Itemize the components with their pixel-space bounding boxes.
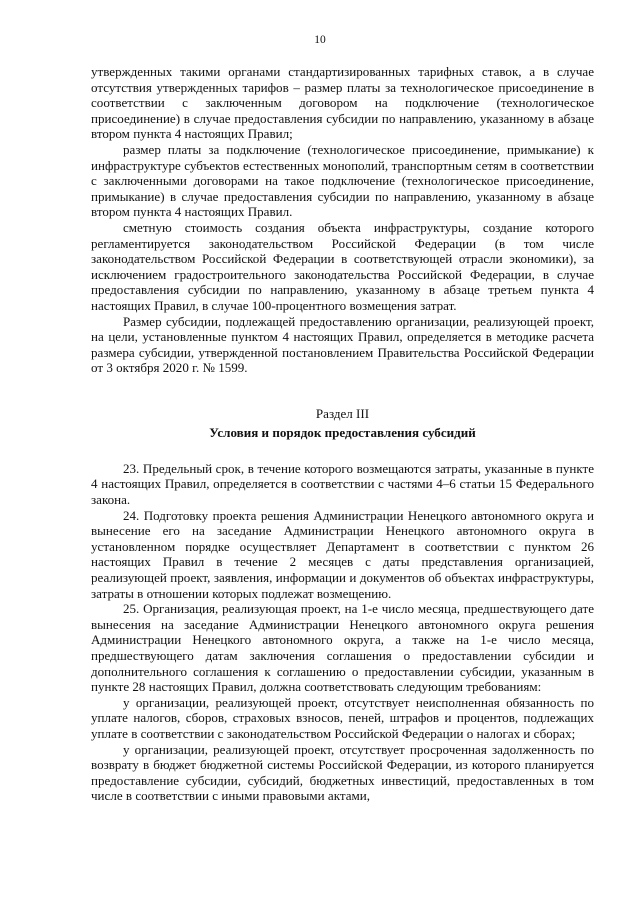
page-number: 10 (314, 34, 326, 46)
paragraph: 23. Предельный срок, в течение которого возмещаются затраты, указанные в пункте 4 настоящих Правил, определяется в соответствии с частями 4–6 статьи 15 Федерального закона. (91, 460, 594, 508)
document-body (91, 64, 594, 804)
paragraph: утвержденных такими органами стандартизированных тарифных ставок, а в случае отсутствия утвержденных тарифов – размер платы за технологическое присоединение в соответствии с заключенным договором на подключение (технологическое присоединение) в случае предоставления субсидии по направлению, указанному в абзаце втором пункта 4 настоящих Правил; (91, 64, 594, 142)
paragraph: у организации, реализующей проект, отсутствует просроченная задолженность по возврату в бюджет бюджетной системы Российской Федерации, из которого планируется предоставление субсидии, субсидий, бюджетных инвестиций, предоставленных в том числе в соответствии с иными правовыми актами, (91, 741, 594, 804)
paragraph: Размер субсидии, подлежащей предоставлению организации, реализующей проект, на цели, установленные пунктом 4 настоящих Правил, определяется в методике расчета размера субсидии, утвержденной постановлением Правительства Российской Федерации от 3 октября 2020 г. № 1599. (91, 313, 594, 376)
section-heading (91, 406, 594, 441)
paragraph: 24. Подготовку проекта решения Администрации Ненецкого автономного округа и вынесение его на заседание Администрации Ненецкого автономного округа в установленном порядке осуществляет Департамент в соответствии с пунктом 26 настоящих Правил в течение 2 месяцев с даты представления организацией, реализующей проект, заявления, информации и документов об объектах инфраструктуры, затраты в отношении которых подлежат возмещению. (91, 507, 594, 601)
paragraph: размер платы за подключение (технологическое присоединение, примыкание) к инфраструктуре субъектов естественных монополий, транспортным сетям в соответствии с заключенными договорами на такое подключение (технологическое присоединение, примыкание) в случае предоставления субсидии по направлению, указанному в абзаце втором пункта 4 настоящих Правил. (91, 141, 594, 220)
paragraph: сметную стоимость создания объекта инфраструктуры, создание которого регламентируется законодательством Российской Федерации (в том числе законодательством Российской Федерации в соответствующей отрасли экономики), за исключением градостроительного законодательства Российской Федерации, в случае предоставления субсидии по направлению, указанному в абзаце третьем пункта 4 настоящих Правил, в случае 100-процентного возмещения затрат. (91, 219, 594, 313)
paragraph: 25. Организация, реализующая проект, на 1-е число месяца, предшествующего дате вынесения на заседание Администрации Ненецкого автономного округа решения Администрации Ненецкого автономного округа, а также на 1-е число месяца, предшествующего датам заключения соглашения о предоставлении субсидии и дополнительного соглашения к соглашению о предоставлении субсидии, указанным в пункте 28 настоящих Правил, должна соответствовать следующим требованиям: (91, 601, 594, 695)
paragraph: у организации, реализующей проект, отсутствует неисполненная обязанность по уплате налогов, сборов, страховых взносов, пеней, штрафов и процентов, подлежащих уплате в соответствии с законодательством Российской Федерации о налогах и сборах; (91, 694, 594, 741)
section-label: Раздел III (315, 405, 370, 421)
section-title: Условия и порядок предоставления субсидий (209, 424, 476, 440)
